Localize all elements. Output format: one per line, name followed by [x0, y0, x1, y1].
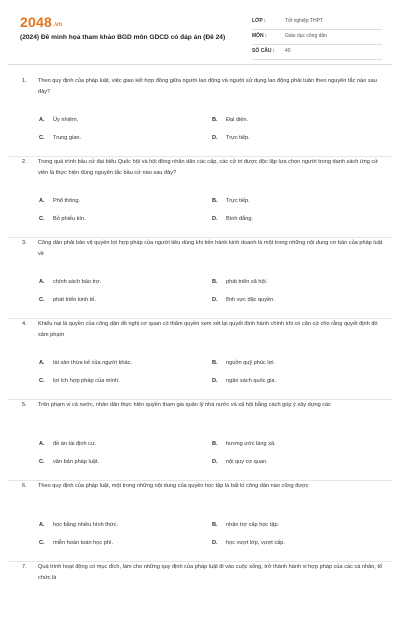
question-number: 3.	[22, 240, 27, 246]
option-text: lĩnh vực đặc quyền.	[226, 297, 275, 303]
option-letter: B.	[212, 117, 218, 123]
option-letter: A.	[39, 522, 45, 528]
option-b[interactable]	[212, 439, 276, 449]
option-d[interactable]	[212, 133, 250, 143]
option-a[interactable]	[39, 358, 132, 368]
meta-label: LỚP :	[252, 18, 266, 24]
header-divider	[8, 64, 392, 65]
page-header	[0, 0, 400, 62]
option-letter: B.	[212, 522, 218, 528]
meta-label: SỐ CÂU :	[252, 48, 275, 54]
option-letter: A.	[39, 198, 45, 204]
option-letter: B.	[212, 198, 218, 204]
option-letter: D.	[212, 216, 218, 222]
meta-value: 40	[285, 48, 291, 54]
option-text: Đại diện.	[226, 117, 249, 123]
option-letter: D.	[212, 459, 218, 465]
meta-value: Tốt nghiệp THPT	[285, 18, 323, 24]
option-d[interactable]	[212, 457, 268, 467]
option-letter: A.	[39, 360, 45, 366]
option-text: Bình đẳng.	[226, 216, 254, 222]
question-number: 5.	[22, 402, 27, 408]
meta-row-class	[252, 15, 382, 30]
question-3	[0, 238, 400, 319]
option-letter: D.	[212, 378, 218, 384]
option-text: tài sản thừa kế của người khác.	[53, 360, 132, 366]
option-b[interactable]	[212, 196, 250, 206]
question-text: Theo quy định của pháp luật, việc giao kết hợp đồng giữa người lao động và người sử dụng lao động phải tuân theo nguyên tắc nào sau đây?	[38, 78, 377, 95]
option-text: Bỏ phiếu kín.	[53, 216, 86, 222]
option-c[interactable]	[39, 457, 99, 467]
option-d[interactable]	[212, 214, 253, 224]
logo-text: 2048	[20, 14, 52, 30]
option-letter: A.	[39, 117, 45, 123]
option-b[interactable]	[212, 520, 279, 530]
question-text: Quá trình hoạt động có mục đích, làm cho những quy định của pháp luật đi vào cuộc sống, trở thành hành vi hợp pháp của các cá nhân, tổ chức là	[38, 564, 383, 581]
option-letter: B.	[212, 441, 218, 447]
meta-label: MÔN :	[252, 33, 267, 39]
question-number: 4.	[22, 321, 27, 327]
option-letter: D.	[212, 135, 218, 141]
option-b[interactable]	[212, 358, 275, 368]
option-letter: B.	[212, 360, 218, 366]
option-letter: B.	[212, 279, 218, 285]
option-letter: C.	[39, 459, 45, 465]
option-text: văn bản pháp luật.	[53, 459, 100, 465]
question-7	[0, 562, 400, 643]
question-1	[0, 76, 400, 157]
question-text: Khiếu nại là quyền của công dân đề nghị cơ quan có thẩm quyền xem xét lại quyết định hành chính khi có căn cứ cho rằng quyết định đó xâm phạm	[38, 321, 378, 338]
option-a[interactable]	[39, 520, 118, 530]
exam-meta	[252, 15, 382, 60]
option-c[interactable]	[39, 376, 120, 386]
option-text: Ủy nhiệm.	[53, 117, 79, 123]
meta-row-subject	[252, 30, 382, 45]
question-text: Công dân phải bảo vệ quyền lợi hợp pháp của người tiêu dùng khi tiến hành kinh doanh là một trong những nội dung cơ bản của pháp luật về	[38, 240, 383, 257]
question-4	[0, 319, 400, 400]
document-title: (2024) Đề minh họa tham khảo BGD môn GDCD có đáp án (Đề 24)	[20, 34, 226, 41]
option-letter: C.	[39, 135, 45, 141]
option-text: phát triển kinh tế.	[53, 297, 96, 303]
question-text: Trong quá trình bầu cử đại biểu Quốc hội và hội đồng nhân dân các cấp, các cử tri được độc lập lựa chọn người trong danh sách ứng cử viên là thực hiện đúng nguyên tắc bầu cử nào sau đây?	[38, 159, 378, 176]
option-text: Trực tiếp.	[226, 135, 250, 141]
option-text: Phổ thông.	[53, 198, 81, 204]
option-d[interactable]	[212, 295, 275, 305]
option-letter: D.	[212, 540, 218, 546]
option-text: Trực tiếp.	[226, 198, 250, 204]
option-text: học bằng nhiều hình thức.	[53, 522, 119, 528]
question-6	[0, 481, 400, 562]
option-letter: C.	[39, 216, 45, 222]
option-c[interactable]	[39, 133, 81, 143]
option-text: đề án tái định cư.	[53, 441, 97, 447]
logo-tld: .vn	[52, 22, 63, 28]
option-d[interactable]	[212, 376, 276, 386]
question-text: Theo quy định của pháp luật, một trong những nội dung của quyền học tập là bất kì công dân nào cũng được	[38, 483, 309, 489]
meta-value: Giáo dục công dân	[285, 33, 327, 39]
site-logo[interactable]	[20, 14, 62, 30]
option-text: chính sách bảo trợ.	[53, 279, 102, 285]
question-5	[0, 400, 400, 481]
option-a[interactable]	[39, 196, 80, 206]
option-letter: A.	[39, 279, 45, 285]
option-b[interactable]	[212, 277, 267, 287]
option-text: miễn hoàn toàn học phí.	[53, 540, 114, 546]
option-text: Trung gian.	[53, 135, 82, 141]
option-text: lợi ích hợp pháp của mình.	[53, 378, 120, 384]
question-number: 6.	[22, 483, 27, 489]
question-number: 2.	[22, 159, 27, 165]
option-text: ngân sách quốc gia.	[226, 378, 277, 384]
option-text: nguồn quỹ phúc lợi.	[226, 360, 276, 366]
question-2	[0, 157, 400, 238]
option-d[interactable]	[212, 538, 285, 548]
option-a[interactable]	[39, 439, 96, 449]
meta-row-count	[252, 45, 382, 60]
option-letter: C.	[39, 540, 45, 546]
option-letter: D.	[212, 297, 218, 303]
option-c[interactable]	[39, 295, 96, 305]
option-text: nội quy cơ quan.	[226, 459, 268, 465]
option-text: hương ước làng xã.	[226, 441, 276, 447]
question-text: Trên phạm vi cả nước, nhân dân thực hiện quyền tham gia quản lý nhà nước và xã hội bằng cách góp ý xây dựng các	[38, 402, 331, 408]
option-c[interactable]	[39, 538, 113, 548]
option-letter: C.	[39, 378, 45, 384]
option-a[interactable]	[39, 115, 78, 125]
option-letter: A.	[39, 441, 45, 447]
option-a[interactable]	[39, 277, 101, 287]
option-text: phát triển xã hội.	[226, 279, 268, 285]
question-number: 1.	[22, 78, 27, 84]
option-b[interactable]	[212, 115, 248, 125]
option-text: học vượt lớp, vượt cấp.	[226, 540, 285, 546]
option-c[interactable]	[39, 214, 86, 224]
question-number: 7.	[22, 564, 27, 570]
option-letter: C.	[39, 297, 45, 303]
question-list	[0, 76, 400, 643]
option-text: nhận trợ cấp học tập.	[226, 522, 280, 528]
